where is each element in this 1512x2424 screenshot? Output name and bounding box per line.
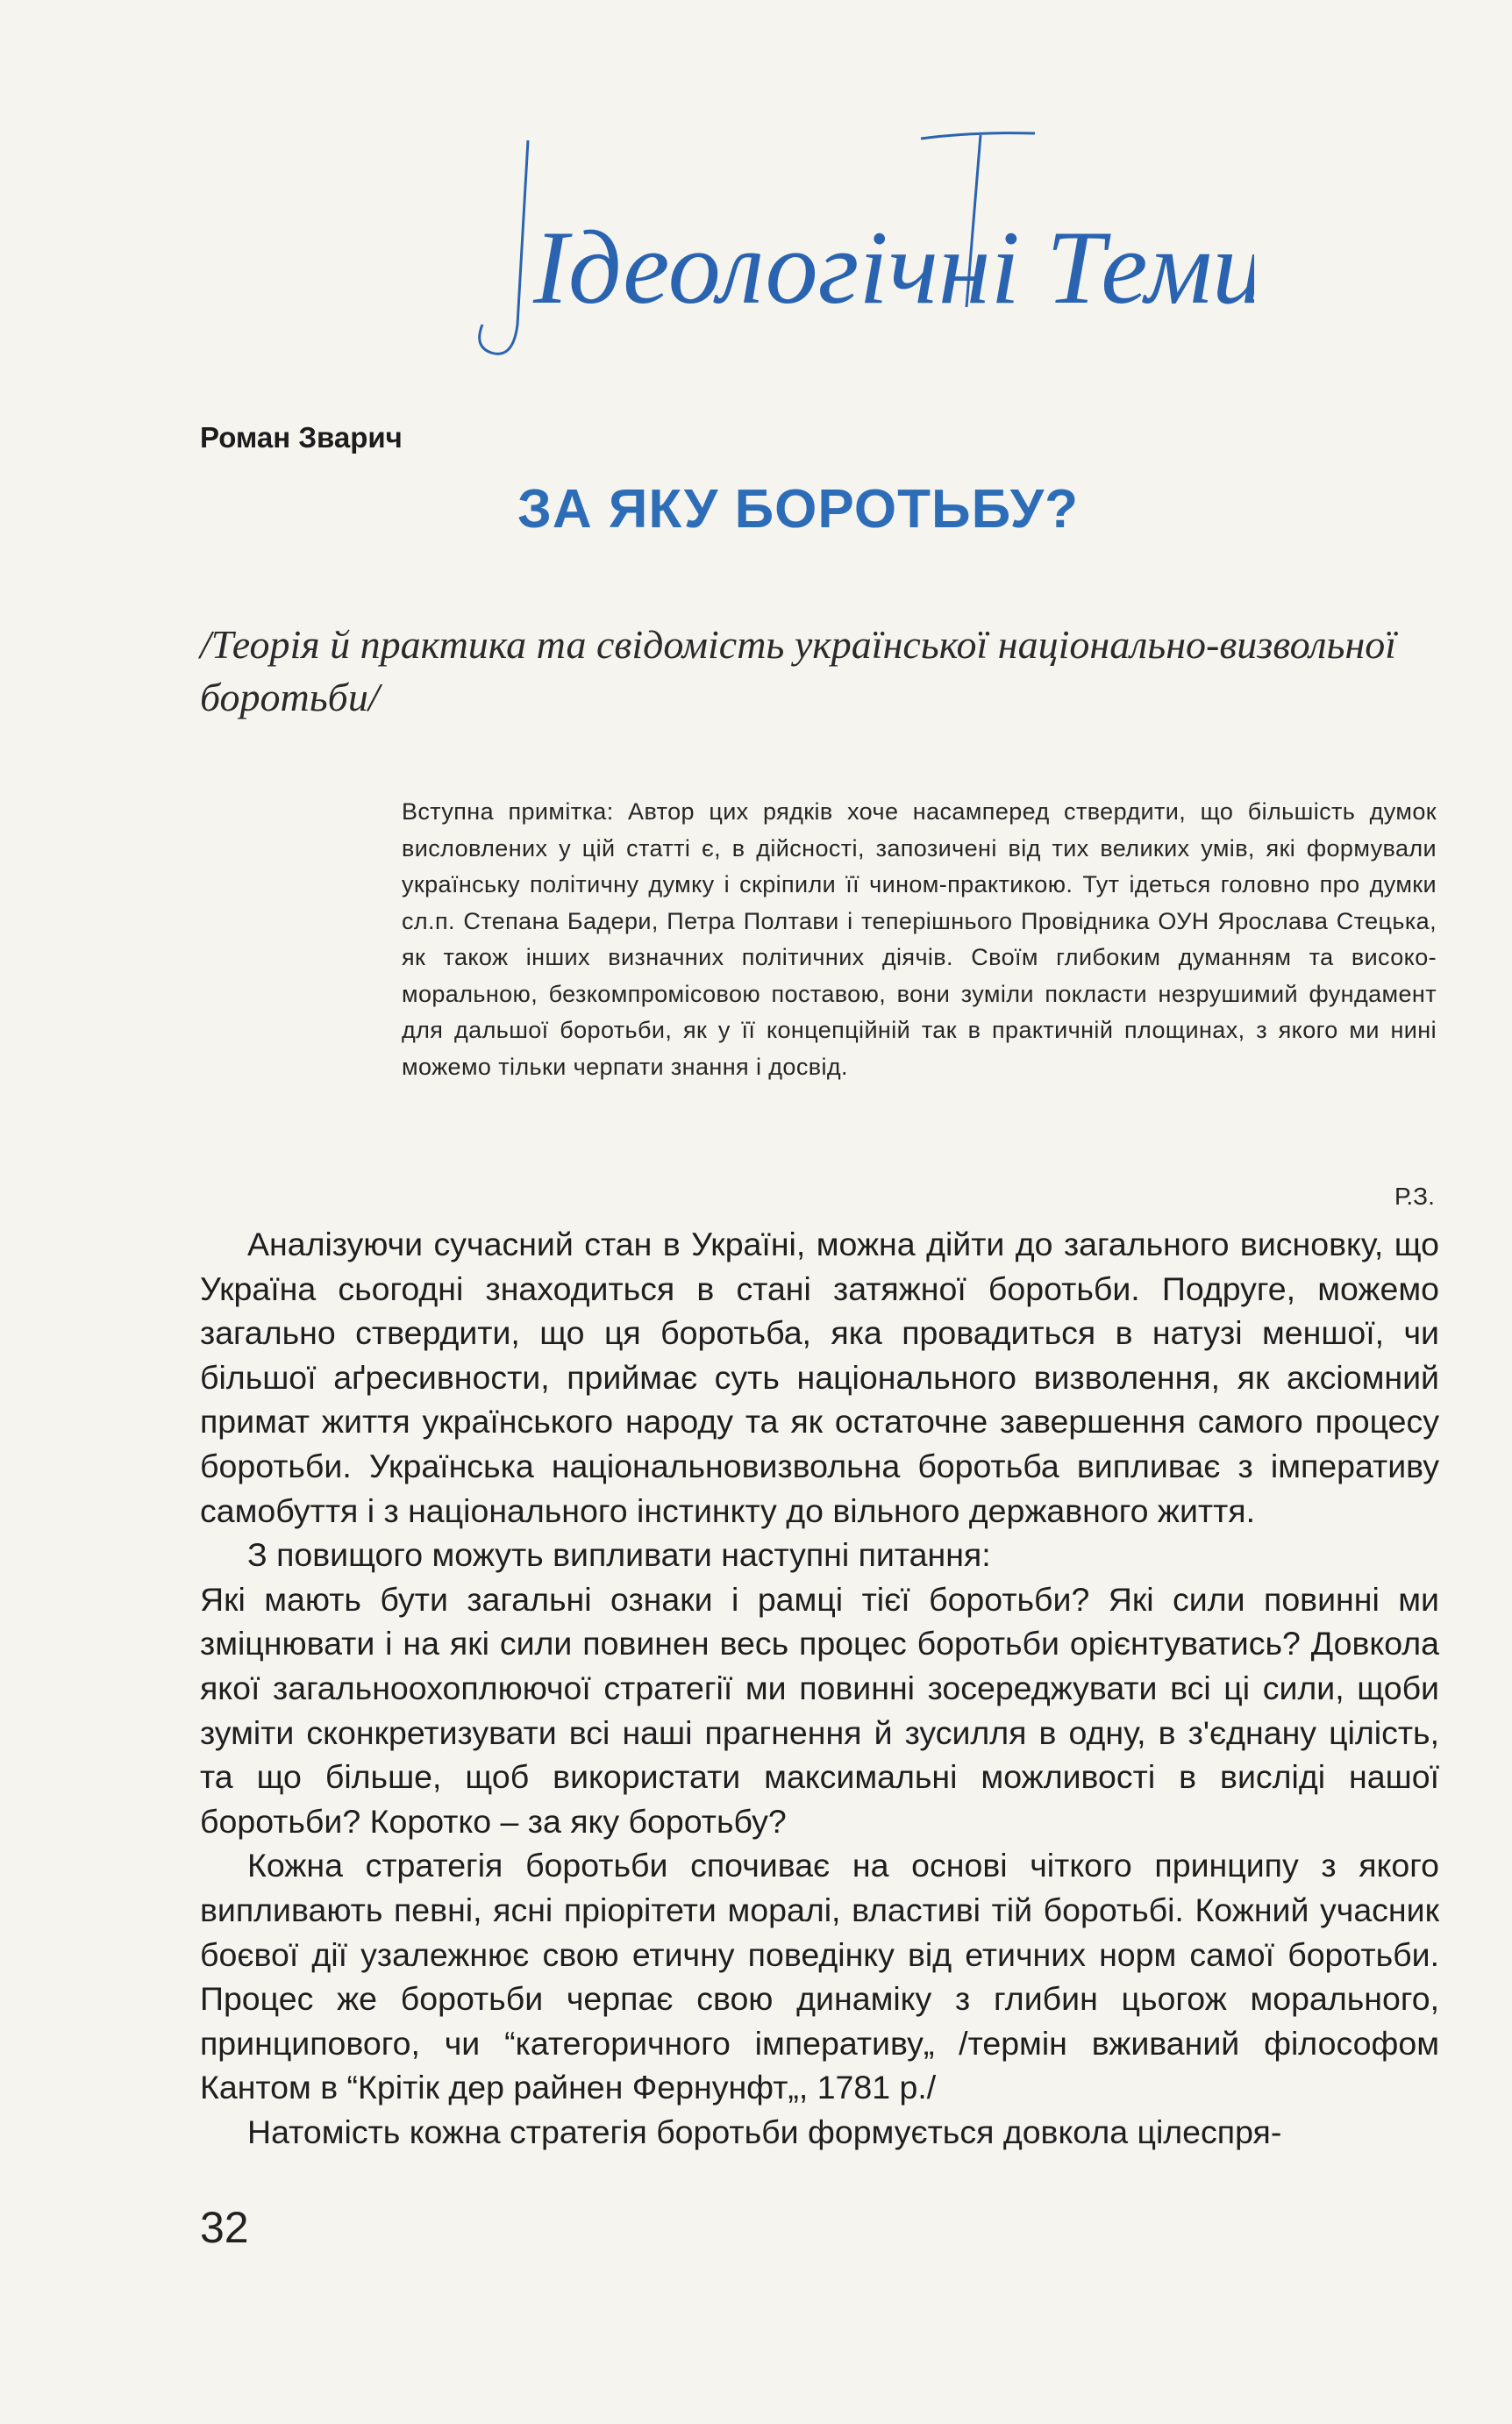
section-header-calligraphy (465, 123, 1254, 404)
page-number: 32 (200, 2203, 249, 2252)
body-paragraph: Кожна стратегія боротьби спочиває на основі чіткого принципу з якого випливають певні, ясні пріорітети моралі, властиві тій боротьбі. Кожний учасник боєвої дії узалежнює свою етичну поведінку від етичних норм самої боротьби. Процес же боротьби черпає свою динаміку з глибин цьогож морального, принципового, чи “категоричного імперативу„ /термін вживаний філософом Кантом в “Крітік дер райнен Фернунфт„, 1781 р./ (200, 1847, 1439, 2106)
body-paragraph: Які мають бути загальні ознаки і рамці тієї боротьби? Які сили повинні ми зміцнювати і на які сили повинен весь процес боротьби орієнтуватись? Довкола якої загальноохоплюючої стратегії ми повинні зосереджувати всі ці сили, щоби зуміти сконкретизувати всі наші прагнення й зусилля в одну, в з'єднану цілість, та що більше, щоб використати максимальні можливості в висліді нашої боротьби? Коротко – за яку боротьбу? (200, 1580, 1439, 1840)
section-header-text: Ідеологічні Теми (533, 209, 1254, 325)
intro-initials: Р.З. (1394, 1183, 1435, 1210)
initial-t-crossbar (921, 133, 1035, 139)
body-paragraph: Аналізуючи сучасний стан в Україні, можна дійти до загального висновку, що Україна сьогодні знаходиться в стані затяжної боротьби. Подруге, можемо загально ствердити, що ця боротьба, яка провадиться в натузі меншої, чи більшої аґресивности, приймає суть національного визволення, як аксіомний примат життя українського народу та як остаточне завершення самого процесу боротьби. Українська національновизвольна боротьба випливає з імперативу самобуття і з національного інстинкту до вільного державного життя. (200, 1226, 1439, 1529)
body-paragraph: Натомість кожна стратегія боротьби формується довкола цілеспря- (247, 2113, 1282, 2150)
article-title: ЗА ЯКУ БОРОТЬБУ? (517, 479, 1080, 540)
article-subtitle: /Теорія й практика та свідомість української національно-визвольної боротьби/ (200, 622, 1397, 719)
article-author: Роман Зварич (200, 421, 403, 454)
intro-note: Вступна примітка: Автор цих рядків хоче насамперед ствердити, що більшість думок висловлених у цій статті є, в дійсності, запозичені від тих великих умів, які формували українську політичну думку і скріпили її чином-практикою. Тут ідеться головно про думки сл.п. Степана Бадери, Петра Полтави і теперішнього Провідника ОУН Ярослава Стецька, як також інших визначних політичних діячів. Своїм глибоким думанням та високо-моральною, безкомпромісовою поставою, вони зуміли покласти незрушимий фундамент для дальшої боротьби, як у її концепційній так в практичній площинах, з якого ми нині можемо тільки черпати знання і досвід. (402, 798, 1437, 1080)
body-paragraph: З повищого можуть випливати наступні питання: (247, 1536, 991, 1574)
article-body (200, 1222, 1439, 2154)
initial-i-stroke (480, 140, 528, 354)
section-header-title (465, 123, 1254, 404)
